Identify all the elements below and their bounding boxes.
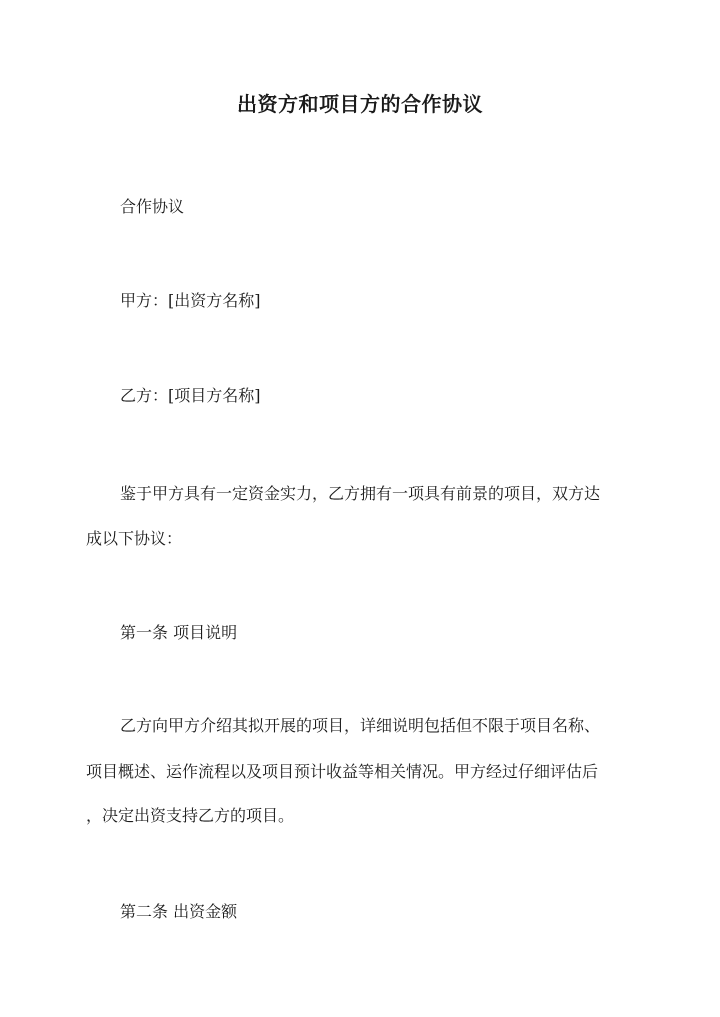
article-1-line-1: 乙方向甲方介绍其拟开展的项目，详细说明包括但不限于项目名称、 <box>120 716 601 735</box>
article-1-title: 第一条 项目说明 <box>120 623 238 642</box>
party-a-line: 甲方：[出资方名称] <box>120 291 261 310</box>
article-2-title: 第二条 出资金额 <box>120 902 238 921</box>
preamble-line-2: 成以下协议： <box>86 529 183 548</box>
agreement-heading: 合作协议 <box>120 197 185 216</box>
article-1-line-2: 项目概述、运作流程以及项目预计收益等相关情况。甲方经过仔细评估后 <box>86 762 599 781</box>
preamble-line-1: 鉴于甲方具有一定资金实力，乙方拥有一项具有前景的项目，双方达 <box>120 484 601 503</box>
document-title: 出资方和项目方的合作协议 <box>237 92 483 116</box>
article-1-line-3: ，决定出资支持乙方的项目。 <box>86 806 295 825</box>
party-b-line: 乙方：[项目方名称] <box>120 386 261 405</box>
